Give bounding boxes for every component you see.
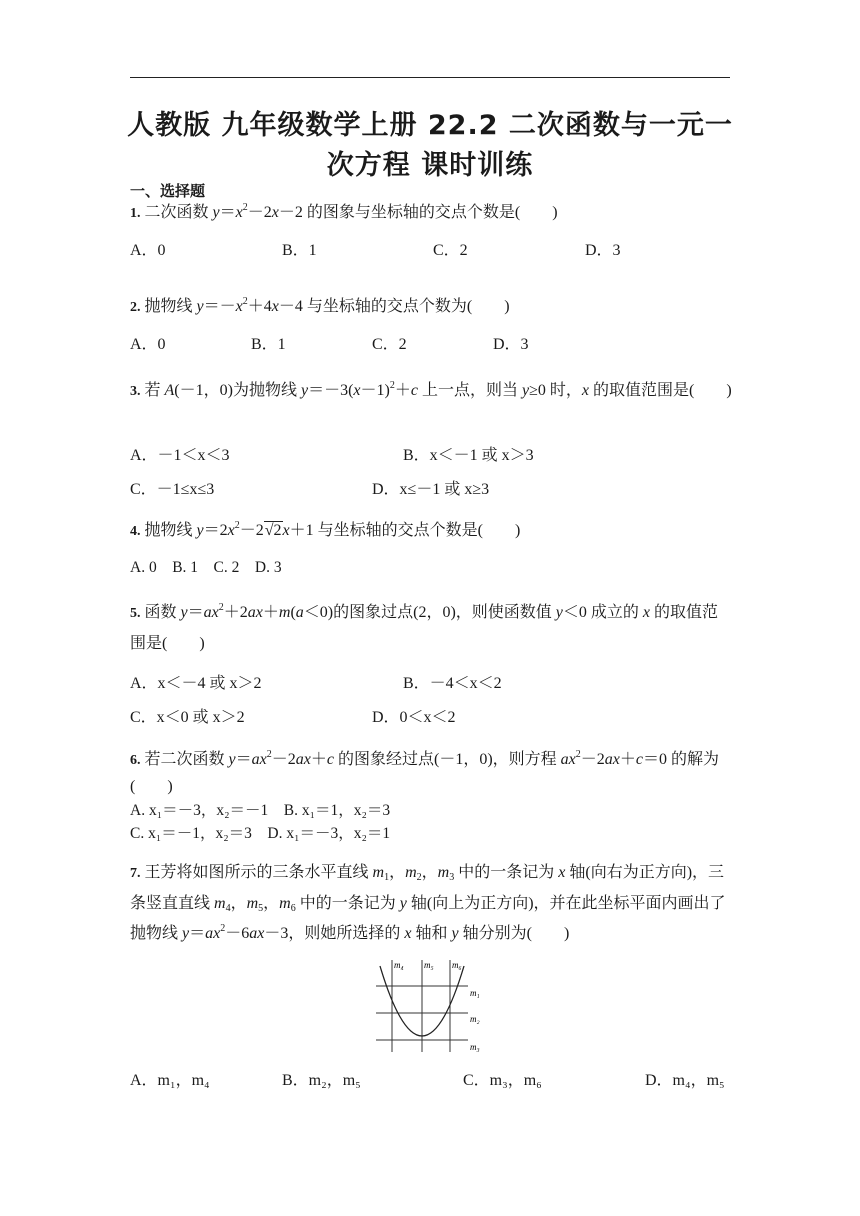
- option-d[interactable]: D．0＜x＜2: [372, 709, 456, 726]
- option-d[interactable]: D．3: [493, 336, 529, 353]
- question-2: 2. 抛物线 $y=-x^2+4x-4$ 与坐标轴的交点个数为( ): [130, 296, 510, 315]
- option-d[interactable]: D．m₄，m₅: [645, 1072, 725, 1089]
- question-4-options[interactable]: A. 0 B. 1 C. 2 D. 3: [130, 559, 282, 576]
- label-m1: m₁: [470, 988, 480, 998]
- question-6-options-row-2[interactable]: C. x₁＝－1，x₂＝3 D. x₁＝－3，x₂＝1: [130, 825, 391, 842]
- option-b[interactable]: B．m₂，m₅: [282, 1072, 361, 1089]
- option-d[interactable]: D．3: [585, 242, 621, 259]
- option-b[interactable]: B．－4＜x＜2: [403, 675, 502, 692]
- question-3: 3. 若 A(－1，0)为抛物线 $y=-3(x-1)^2+c$ 上一点，则当 y≥0 时，x 的取值范围是( ): [130, 380, 732, 399]
- question-7: 7. 王芳将如图所示的三条水平直线 $m_1$，$m_2$，$m_3$ 中的一条记为 x 轴(向右为正方向)，三条竖直直线 $m_4$，$m_5$，$m_6$ 中的一条记为 y 轴(向上为正方向)，并在此坐标平面内画出了抛物线 $y=ax^2-6ax-3$，则她所选择的 x 轴和 y 轴分别为( ): [130, 864, 726, 942]
- question-7-options: [130, 1067, 750, 1089]
- label-m2: m₂: [470, 1014, 480, 1024]
- question-5-options-row-1: [130, 670, 750, 692]
- question-5-options-row-2: [130, 704, 750, 726]
- option-c[interactable]: C．－1≤x≤3: [130, 481, 215, 498]
- section-heading: 一、选择题: [130, 182, 206, 200]
- question-1: 1. 二次函数 $y=x^2-2x-2$ 的图象与坐标轴的交点个数是( ): [130, 202, 558, 221]
- question-5: 5. 函数 $y=ax^2+2ax+m(a<0)$的图象过点(2，0)，则使函数值 y＜0 成立的 x 的取值范围是( ): [130, 602, 719, 652]
- option-b[interactable]: B．1: [282, 242, 317, 259]
- question-2-options: [130, 331, 750, 353]
- option-b[interactable]: B．1: [251, 336, 286, 353]
- label-m3: m₃: [470, 1042, 480, 1052]
- option-a[interactable]: A．x＜－4 或 x＞2: [130, 675, 262, 692]
- label-m5: m₅: [424, 960, 434, 970]
- option-c[interactable]: C．2: [433, 242, 468, 259]
- option-c[interactable]: C．x＜0 或 x＞2: [130, 709, 245, 726]
- option-d[interactable]: D．x≤－1 或 x≥3: [372, 481, 490, 498]
- option-c[interactable]: C．2: [372, 336, 407, 353]
- option-a[interactable]: A．0: [130, 336, 166, 353]
- question-6: 6. 若二次函数 $y=ax^2-2ax+c$ 的图象经过点(－1，0)，则方程 $ax^2-2ax+c=0$ 的解为( ): [130, 749, 720, 795]
- document-title: 人教版 九年级数学上册 22.2 二次函数与一元一次方程 课时训练: [127, 110, 733, 181]
- option-b[interactable]: B．x＜－1 或 x＞3: [403, 447, 534, 464]
- grid-parabola-diagram: [370, 956, 490, 1056]
- header-rule: [130, 77, 730, 78]
- question-3-options-row-1: [130, 442, 750, 464]
- option-a[interactable]: A．0: [130, 242, 166, 259]
- label-m6: m₆: [452, 960, 462, 970]
- question-7-figure: [370, 956, 490, 1056]
- question-3-options-row-2: [130, 476, 750, 498]
- question-4: 4. 抛物线 $y=2x^2-2√2x+1$ 与坐标轴的交点个数是( ): [130, 520, 521, 539]
- question-1-options: [130, 237, 750, 259]
- question-6-options-row-1[interactable]: A. x₁＝－3，x₂＝－1 B. x₁＝1，x₂＝3: [130, 802, 391, 819]
- option-a[interactable]: A．m₁，m₄: [130, 1072, 210, 1089]
- label-m4: m₄: [394, 960, 404, 970]
- option-c[interactable]: C．m₃，m₆: [463, 1072, 542, 1089]
- option-a[interactable]: A．－1＜x＜3: [130, 447, 230, 464]
